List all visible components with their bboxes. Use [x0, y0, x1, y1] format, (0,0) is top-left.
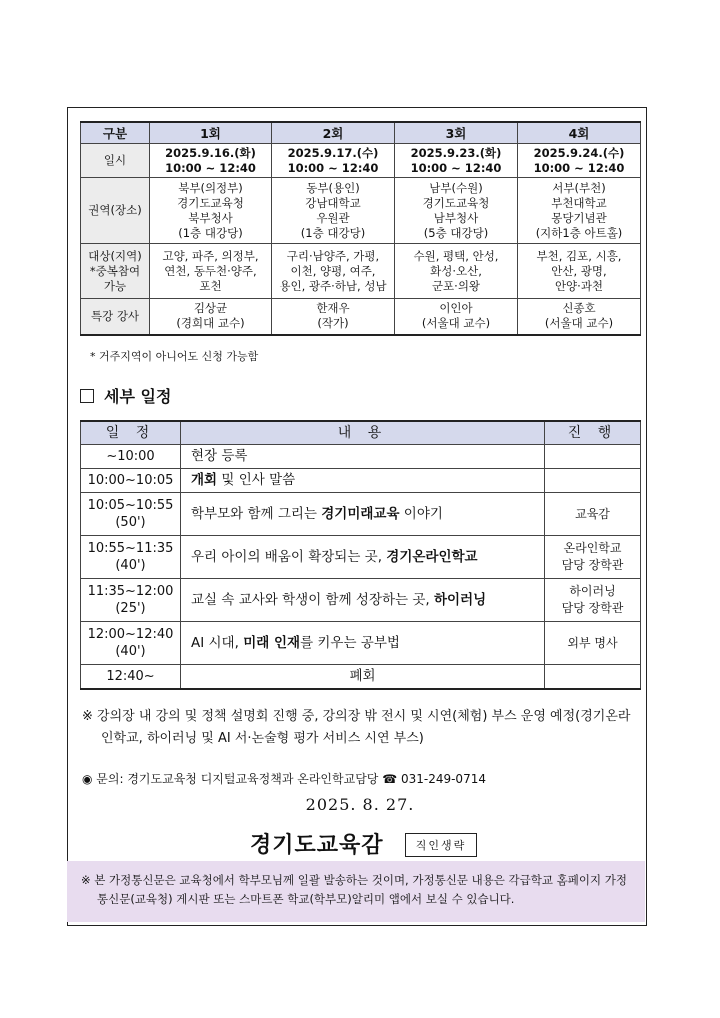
program-host: 교육감: [545, 493, 641, 536]
issue-date: 2025. 8. 27.: [305, 795, 415, 814]
program-time: 10:05~10:55 (50'): [81, 493, 181, 536]
program-row: [81, 469, 641, 493]
lecturer-label: 특강 강사: [81, 299, 150, 335]
program-time: 11:35~12:00 (25'): [81, 579, 181, 622]
target-row: [81, 244, 641, 299]
header-session-3: 3회: [395, 122, 518, 144]
program-time: 10:55~11:35 (40'): [81, 536, 181, 579]
header-session-1: 1회: [150, 122, 272, 144]
venue-cell: 남부(수원) 경기도교육청 남부청사 (5층 대강당): [395, 178, 518, 244]
target-cell: 수원, 평택, 안성, 화성·오산, 군포·의왕: [395, 244, 518, 299]
section-title: 세부 일정: [104, 387, 172, 406]
program-host: 외부 명사: [545, 622, 641, 665]
program-content: AI 시대, 미래 인재를 키우는 공부법: [181, 622, 545, 665]
program-row: [81, 622, 641, 665]
program-row: [81, 445, 641, 469]
program-content: 학부모와 함께 그리는 경기미래교육 이야기: [181, 493, 545, 536]
seal-omitted-stamp: 직인생략: [405, 833, 477, 857]
program-host: [545, 665, 641, 690]
lecturer-cell: 신종호 (서울대 교수): [518, 299, 641, 335]
section-heading: [80, 384, 171, 407]
target-cell: 구리·남양주, 가평, 이천, 양평, 여주, 용인, 광주·하남, 성남: [272, 244, 395, 299]
program-content: 우리 아이의 배움이 확장되는 곳, 경기온라인학교: [181, 536, 545, 579]
program-content: 교실 속 교사와 학생이 함께 성장하는 곳, 하이러닝: [181, 579, 545, 622]
program-row: [81, 493, 641, 536]
program-time: 12:40~: [81, 665, 181, 690]
program-row: [81, 579, 641, 622]
program-row: [81, 536, 641, 579]
footer-notice: ※ 본 가정통신문은 교육청에서 학부모님께 일괄 발송하는 것이며, 가정통신문 내용은 각급학교 홈페이지 가정통신문(교육청) 게시판 또는 스마트폰 학교(학부모)알리미 앱에서 보실 수 있습니다.: [67, 861, 645, 922]
schedule-header-row: [81, 122, 641, 144]
venue-label: 권역(장소): [81, 178, 150, 244]
datetime-cell: 2025.9.24.(수) 10:00 ~ 12:40: [518, 144, 641, 178]
header-content: 내 용: [181, 421, 545, 445]
lecturer-cell: 이인아 (서울대 교수): [395, 299, 518, 335]
detailed-program-table: [80, 420, 641, 690]
signer-title: 경기도교육감: [250, 833, 384, 858]
program-content: 폐회: [181, 665, 545, 690]
datetime-label: 일시: [81, 144, 150, 178]
target-label: 대상(지역) *중복참여 가능: [81, 244, 150, 299]
datetime-cell: 2025.9.17.(수) 10:00 ~ 12:40: [272, 144, 395, 178]
program-host: 하이러닝 담당 장학관: [545, 579, 641, 622]
program-time: 10:00~10:05: [81, 469, 181, 493]
program-time: 12:00~12:40 (40'): [81, 622, 181, 665]
program-host: 온라인학교 담당 장학관: [545, 536, 641, 579]
target-cell: 고양, 파주, 의정부, 연천, 동두천·양주, 포천: [150, 244, 272, 299]
contact-info: ◉ 문의: 경기도교육청 디지털교육정책과 온라인학교담당 ☎ 031-249-0714: [82, 772, 486, 786]
datetime-cell: 2025.9.16.(화) 10:00 ~ 12:40: [150, 144, 272, 178]
venue-cell: 동부(용인) 강남대학교 우원관 (1층 대강당): [272, 178, 395, 244]
header-category: 구분: [81, 122, 150, 144]
booth-note: ※ 강의장 내 강의 및 정책 설명회 진행 중, 강의장 밖 전시 및 시연(체험) 부스 운영 예정(경기온라인학교, 하이러닝 및 AI 서·논술형 평가 서비스 시연 부스): [82, 709, 631, 746]
header-session-4: 4회: [518, 122, 641, 144]
program-content: 현장 등록: [181, 445, 545, 469]
session-schedule-table: [80, 121, 641, 336]
datetime-row: [81, 144, 641, 178]
datetime-cell: 2025.9.23.(화) 10:00 ~ 12:40: [395, 144, 518, 178]
checkbox-square-icon: [80, 389, 94, 403]
header-time: 일 정: [81, 421, 181, 445]
lecturer-row: [81, 299, 641, 335]
venue-cell: 서부(부천) 부천대학교 몽당기념관 (지하1층 아트홀): [518, 178, 641, 244]
program-host: [545, 445, 641, 469]
program-row: [81, 665, 641, 690]
program-time: ~10:00: [81, 445, 181, 469]
program-host: [545, 469, 641, 493]
header-session-2: 2회: [272, 122, 395, 144]
header-host: 진 행: [545, 421, 641, 445]
target-cell: 부천, 김포, 시흥, 안산, 광명, 안양·과천: [518, 244, 641, 299]
lecturer-cell: 김상균 (경희대 교수): [150, 299, 272, 335]
venue-cell: 북부(의정부) 경기도교육청 북부청사 (1층 대강당): [150, 178, 272, 244]
program-header-row: [81, 421, 641, 445]
lecturer-cell: 한재우 (작가): [272, 299, 395, 335]
residence-note: * 거주지역이 아니어도 신청 가능함: [90, 350, 259, 363]
program-content: 개회 및 인사 말씀: [181, 469, 545, 493]
venue-row: [81, 178, 641, 244]
